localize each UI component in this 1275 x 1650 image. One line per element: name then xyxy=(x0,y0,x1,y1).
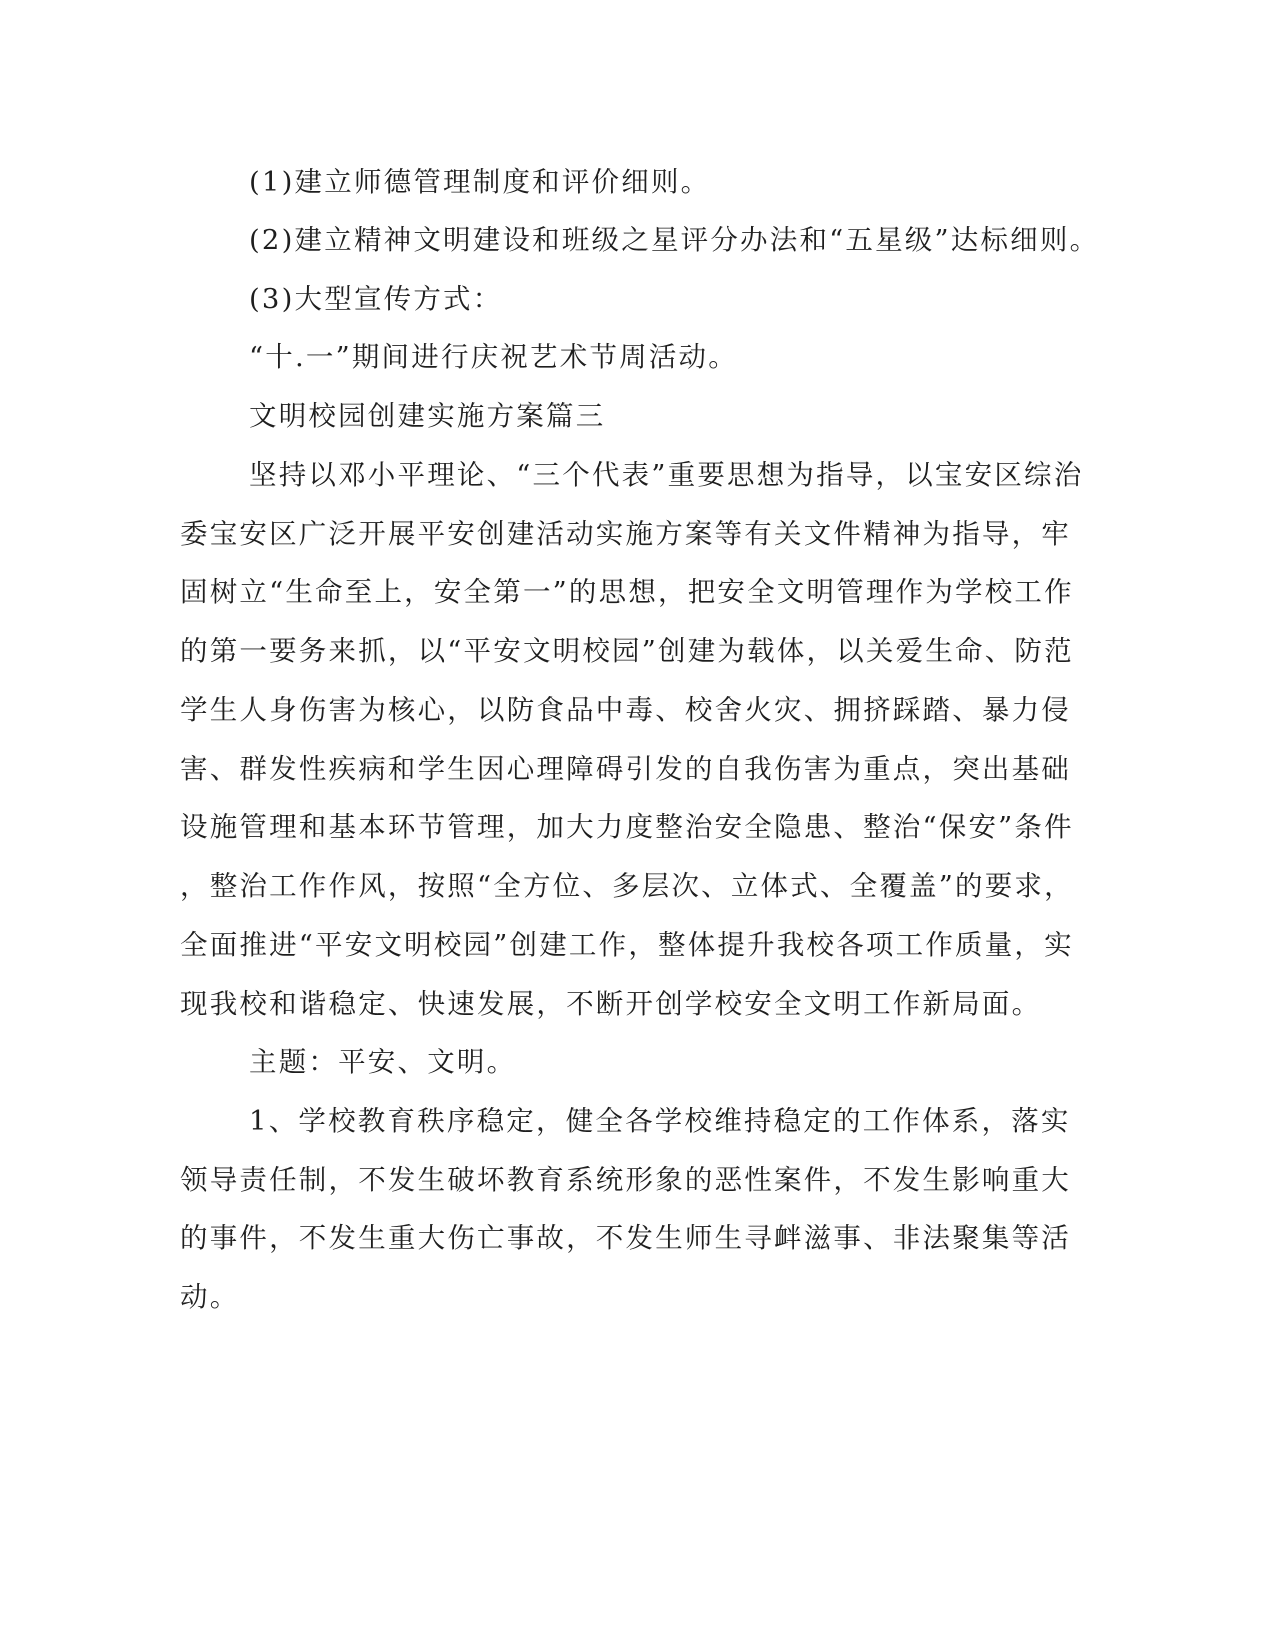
text-line: ，整治工作作风，按照“全方位、多层次、立体式、全覆盖”的要求， xyxy=(180,870,1074,902)
text-line: 动。 xyxy=(180,1281,240,1313)
text-line: 委宝安区广泛开展平安创建活动实施方案等有关文件精神为指导，牢 xyxy=(180,518,1071,550)
text-line: 领导责任制，不发生破坏教育系统形象的恶性案件，不发生影响重大 xyxy=(180,1164,1071,1196)
text-line: 全面推进“平安文明校园”创建工作，整体提升我校各项工作质量，实 xyxy=(180,929,1074,961)
text-line: 害、群发性疾病和学生因心理障碍引发的自我伤害为重点，突出基础 xyxy=(180,753,1071,785)
text-line: 固树立“生命至上，安全第一”的思想，把安全文明管理作为学校工作 xyxy=(180,576,1074,608)
section-heading: 文明校园创建实施方案篇三 xyxy=(249,400,606,432)
text-line: 1、学校教育秩序稳定，健全各学校维持稳定的工作体系，落实 xyxy=(249,1105,1071,1137)
text-line: 的事件，不发生重大伤亡事故，不发生师生寻衅滋事、非法聚集等活 xyxy=(180,1222,1071,1254)
text-line: (2)建立精神文明建设和班级之星评分办法和“五星级”达标细则。 xyxy=(249,224,1100,256)
text-line: 坚持以邓小平理论、“三个代表”重要思想为指导，以宝安区综治 xyxy=(249,459,1084,491)
text-line: (1)建立师德管理制度和评价细则。 xyxy=(249,166,711,198)
text-line: “十.一”期间进行庆祝艺术节周活动。 xyxy=(249,341,738,373)
text-line: 设施管理和基本环节管理，加大力度整治安全隐患、整治“保安”条件 xyxy=(180,811,1074,843)
text-line: (3)大型宣传方式： xyxy=(249,283,503,315)
text-line: 的第一要务来抓，以“平安文明校园”创建为载体，以关爱生命、防范 xyxy=(180,635,1074,667)
text-line: 学生人身伤害为核心，以防食品中毒、校舍火灾、拥挤踩踏、暴力侵 xyxy=(180,694,1071,726)
text-line: 现我校和谐稳定、快速发展，不断开创学校安全文明工作新局面。 xyxy=(180,988,1042,1020)
text-line: 主题：平安、文明。 xyxy=(249,1046,517,1078)
